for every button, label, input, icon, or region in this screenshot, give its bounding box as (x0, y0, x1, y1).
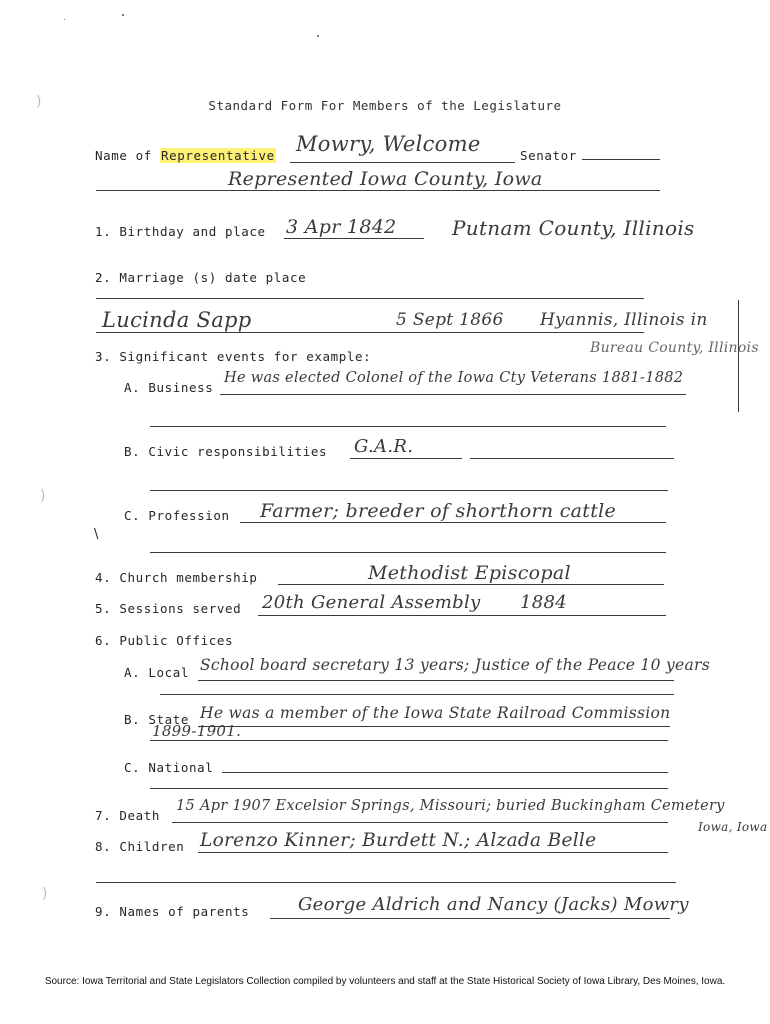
scan-margin-mark: \ (94, 527, 99, 542)
profession-underline-2 (150, 552, 666, 553)
form-title: Standard Form For Members of the Legislature (208, 98, 562, 113)
state-underline-2 (150, 740, 668, 741)
margin-bar (738, 300, 739, 412)
marriage-date: 5 Sept 1866 (396, 310, 504, 330)
church-label: 4. Church membership (95, 570, 258, 585)
name-label-row (95, 148, 276, 163)
national-underline-2 (150, 788, 668, 789)
name-label: Name of (95, 148, 161, 163)
represented-underline (96, 190, 660, 191)
state-underline-1 (198, 726, 670, 727)
representative-label: Representative (161, 148, 275, 163)
birthday-place: Putnam County, Illinois (452, 216, 695, 240)
marriage-place-cont: Bureau County, Illinois (590, 340, 759, 356)
death-value: 15 Apr 1907 Excelsior Springs, Missouri; buried Buckingham Cemetery (176, 798, 725, 814)
scan-speck (64, 19, 65, 20)
parents-underline (270, 918, 670, 919)
civic-underline-a (350, 458, 462, 459)
marriage-label: 2. Marriage (s) date place (95, 270, 307, 285)
name-underline (290, 162, 515, 163)
civic-underline-2 (150, 490, 668, 491)
senator-label: Senator (520, 148, 577, 163)
church-underline (278, 584, 664, 585)
children-label: 8. Children (95, 839, 185, 854)
parents-value: George Aldrich and Nancy (Jacks) Mowry (298, 894, 689, 915)
senator-underline (582, 159, 660, 160)
local-label: A. Local (124, 665, 190, 680)
local-underline-1 (198, 680, 674, 681)
sessions-year: 1884 (520, 592, 568, 613)
significant-label: 3. Significant events for example: (95, 349, 372, 364)
scan-margin-mark: ) (40, 488, 46, 504)
national-label: C. National (124, 760, 214, 775)
source-footer: Source: Iowa Territorial and State Legislators Collection compiled by volunteers and staff at the State Historical Society of Iowa Library, Des Moines, Iowa. (44, 976, 726, 987)
scan-speck (317, 35, 319, 37)
death-underline (172, 822, 668, 823)
death-cont: Iowa, Iowa (698, 820, 768, 834)
children-underline-2 (96, 882, 676, 883)
profession-label: C. Profession (124, 508, 230, 523)
business-value: He was elected Colonel of the Iowa Cty Veterans 1881-1882 (224, 370, 684, 386)
children-value: Lorenzo Kinner; Burdett N.; Alzada Belle (200, 830, 597, 851)
local-value: School board secretary 13 years; Justice of the Peace 10 years (200, 656, 711, 674)
marriage-underline-2 (96, 332, 644, 333)
business-label: A. Business (124, 380, 214, 395)
business-underline-2 (150, 426, 666, 427)
profession-underline-1 (240, 522, 666, 523)
death-label: 7. Death (95, 808, 161, 823)
birthday-underline (284, 238, 424, 239)
name-value: Mowry, Welcome (296, 132, 481, 156)
scan-margin-mark: ) (36, 94, 42, 110)
civic-label: B. Civic responsibilities (124, 444, 328, 459)
spouse-value: Lucinda Sapp (102, 308, 252, 332)
local-underline-2 (160, 694, 674, 695)
scan-speck (122, 14, 124, 16)
state-value: He was a member of the Iowa State Railroad Commission (200, 704, 671, 722)
business-underline-1 (220, 394, 686, 395)
represented-value: Represented Iowa County, Iowa (228, 168, 543, 190)
marriage-underline-1 (96, 298, 644, 299)
sessions-value: 20th General Assembly (262, 592, 481, 613)
state-value-cont: 1899-1901. (152, 722, 242, 740)
children-underline (198, 852, 668, 853)
church-value: Methodist Episcopal (368, 562, 571, 584)
marriage-place: Hyannis, Illinois in (540, 310, 708, 330)
national-underline-1 (222, 772, 668, 773)
sessions-label: 5. Sessions served (95, 601, 242, 616)
birthday-label: 1. Birthday and place (95, 224, 266, 239)
civic-underline-b (470, 458, 674, 459)
profession-value: Farmer; breeder of shorthorn cattle (260, 500, 617, 522)
birthday-date: 3 Apr 1842 (286, 216, 397, 238)
scan-margin-mark: ) (42, 886, 48, 902)
civic-value: G.A.R. (354, 436, 414, 457)
public-label: 6. Public Offices (95, 633, 234, 648)
parents-label: 9. Names of parents (95, 904, 250, 919)
state-label: B. State (124, 712, 190, 727)
sessions-underline (258, 615, 666, 616)
